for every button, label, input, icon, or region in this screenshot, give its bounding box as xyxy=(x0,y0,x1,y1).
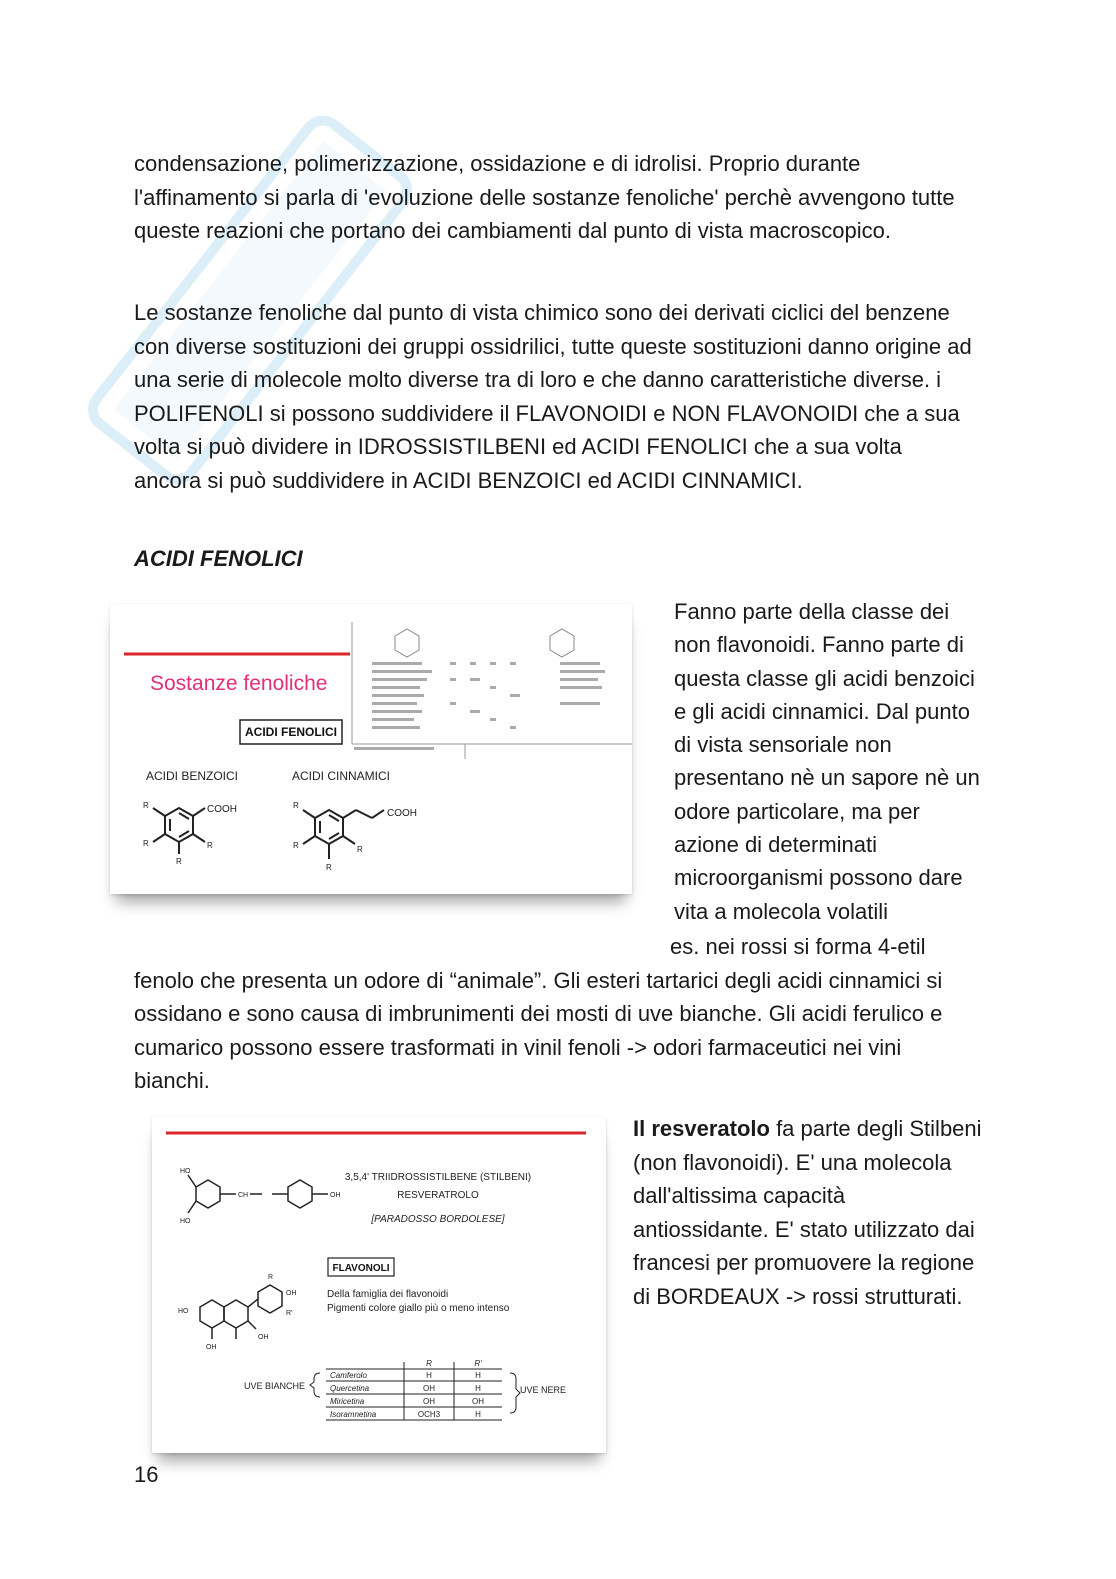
resveratrolo-bold: Il resveratolo xyxy=(633,1116,770,1141)
table-row-r-prime: OH xyxy=(472,1397,484,1406)
svg-text:CH: CH xyxy=(238,1192,249,1199)
paragraph-2: Le sostanze fenoliche dal punto di vista chimico sono dei derivati ciclici del benzene con diverse sostituzioni dei gruppi ossidrilici, tutte queste sostituzioni danno origine ad una serie di molecole molto diverse tra di loro e che danno caratteristiche diverse. i POLIFENOLI si possono suddividere il FLAVONOIDI e NON FLAVONOIDI che a sua volta si può dividere in IDROSSISTILBENI ed ACIDI FENOLICI che a sua volta ancora si può suddividere in ACIDI BENZOICI ed ACIDI CINNAMICI. xyxy=(134,300,972,493)
svg-text:HO: HO xyxy=(180,1168,191,1175)
svg-text:OH: OH xyxy=(330,1192,341,1199)
svg-text:R: R xyxy=(143,801,149,810)
svg-text:OH: OH xyxy=(206,1344,217,1351)
svg-text:R: R xyxy=(207,841,213,850)
svg-text:R: R xyxy=(326,863,332,872)
table-header-r: R xyxy=(426,1359,432,1368)
svg-text:OH: OH xyxy=(286,1290,297,1297)
svg-text:R: R xyxy=(176,857,182,866)
slide1-title: Sostanze fenoliche xyxy=(150,672,328,695)
table-row-r-prime: H xyxy=(475,1371,481,1380)
resveratrolo-text: fa parte degli Stilbeni (non flavonoidi). E' una molecola dall'altissima capacità antiossidante. E' stato utilizzato dai francesi per promuovere la regione di BORDEAUX -> rossi strutturati. xyxy=(633,1116,982,1309)
table-row-name: Miricetina xyxy=(330,1397,365,1406)
svg-text:R: R xyxy=(143,839,149,848)
side-text-2 xyxy=(633,1112,983,1313)
slide2-heading3: [PARADOSSO BORDOLESE] xyxy=(371,1214,505,1225)
slide1-label-cinnamici: ACIDI CINNAMICI xyxy=(292,769,391,783)
section-heading: ACIDI FENOLICI xyxy=(134,546,303,571)
table-row-r-prime: H xyxy=(475,1384,481,1393)
svg-text:HO: HO xyxy=(180,1218,191,1225)
paragraph-3: es. nei rossi si forma 4-etil fenolo che presenta un odore di “animale”. Gli esteri tartarici degli acidi cinnamici si ossidano e sono causa di imbrunimenti dei mosti di uve bianche. Gli acidi ferulico e cumarico possono essere trasformati in vinil fenoli -> odori farmaceutici nei vini bianchi. xyxy=(134,934,943,1093)
table-row-r: OH xyxy=(423,1397,435,1406)
svg-text:R': R' xyxy=(286,1310,293,1317)
side-text-1: Fanno parte della classe dei non flavonoidi. Fanno parte di questa classe gli acidi benzoici e gli acidi cinnamici. Dal punto di vista sensoriale non presentano nè un sapore nè un odore particolare, ma per azione di determinati microorganismi possono dare vita a molecola volatili xyxy=(674,599,980,924)
cinnamic-cooh-label: COOH xyxy=(387,808,417,819)
benzoic-cooh-label: COOH xyxy=(207,804,237,815)
svg-text:OH: OH xyxy=(258,1334,269,1341)
slide-image-resveratrolo xyxy=(152,1117,606,1453)
page-number: 16 xyxy=(134,1462,159,1487)
table-row-r: H xyxy=(426,1371,432,1380)
svg-text:HO: HO xyxy=(178,1308,189,1315)
table-row-r: OH xyxy=(423,1384,435,1393)
slide2-uve-bianche: UVE BIANCHE xyxy=(244,1381,306,1391)
table-row-name: Isoramnetina xyxy=(330,1410,377,1419)
slide1-label-benzoici: ACIDI BENZOICI xyxy=(146,769,239,783)
slide2-heading2: RESVERATROLO xyxy=(397,1190,479,1201)
slide-image-acidi-fenolici xyxy=(110,604,632,894)
svg-text:R: R xyxy=(293,841,299,850)
table-row-r: OCH3 xyxy=(417,1410,441,1419)
table-row-r-prime: H xyxy=(475,1410,481,1419)
slide2-desc2: Pigmenti colore giallo più o meno intenso xyxy=(327,1303,510,1314)
slide2-box-label: FLAVONOLI xyxy=(332,1263,390,1274)
svg-text:R: R xyxy=(357,845,363,854)
table-row-name: Camferolo xyxy=(330,1371,367,1380)
slide2-uve-nere: UVE NERE xyxy=(520,1385,567,1395)
table-row-name: Quercetina xyxy=(330,1384,370,1393)
slide2-desc1: Della famiglia dei flavonoidi xyxy=(327,1289,449,1300)
svg-text:R: R xyxy=(268,1274,274,1281)
slide2-heading1: 3,5,4' TRIIDROSSISTILBENE (STILBENI) xyxy=(344,1172,532,1183)
svg-text:R: R xyxy=(293,801,299,810)
slide1-box-label: ACIDI FENOLICI xyxy=(245,725,337,739)
paragraph-1: condensazione, polimerizzazione, ossidazione e di idrolisi. Proprio durante l'affinamento si parla di 'evoluzione delle sostanze fenoliche' perchè avvengono tutte queste reazioni che portano dei cambiamenti dal punto di vista macroscopico. xyxy=(134,151,955,243)
table-header-r-prime: R' xyxy=(474,1359,482,1368)
